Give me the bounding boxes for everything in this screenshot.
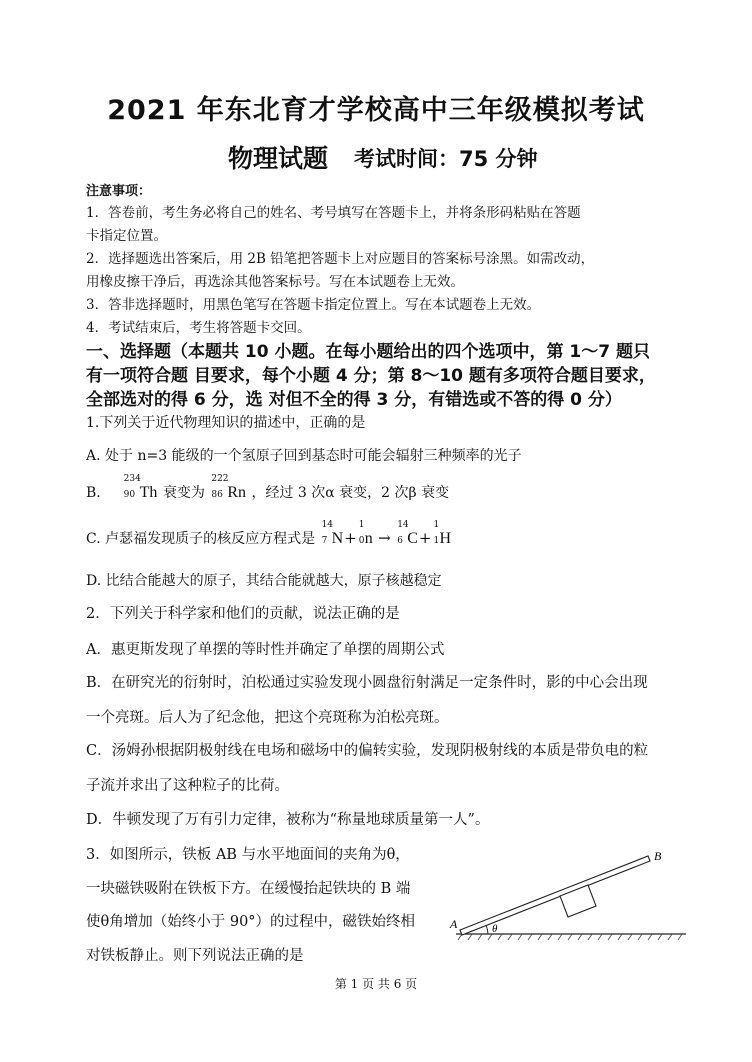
q3-stem-line: 3．如图所示，铁板 AB 与水平地面间的夹角为θ，	[86, 847, 410, 863]
exam-duration: 考试时间：75 分钟	[354, 147, 538, 171]
notice-line: 3．答非选择题时，用黑色笔写在答题卡指定位置上。写在本试题卷上无效。	[86, 297, 541, 313]
q1-option-a: A. 处于 n=3 能级的一个氢原子回到基态时可能会辐射三种频率的光子	[86, 448, 522, 464]
label-theta: θ	[492, 923, 498, 935]
q1-stem: 1.下列关于近代物理知识的描述中，正确的是	[86, 415, 366, 431]
q2-option-d: D．牛顿发现了万有引力定律，被称为“称量地球质量第一人”。	[86, 812, 490, 828]
section-heading-line: 一、选择题（本题共 10 小题。在每小题给出的四个选项中，第 1～7 题只	[86, 342, 650, 362]
nuclide-carbon: 14 6 C	[397, 520, 418, 547]
notice-line: 1．答卷前，考生务必将自己的姓名、考号填写在答题卡上，并将条形码粘贴在答题	[86, 205, 581, 221]
nuclide-thorium: 234 90 Th	[123, 474, 158, 501]
q2-option-c-cont: 子流并求出了这种粒子的比荷。	[86, 778, 289, 794]
notice-line: 2．选择题选出答案后，用 2B 铅笔把答题卡上对应题目的答案标号涂黑。如需改动，	[86, 251, 595, 267]
nuclide-neutron: 1 0 n	[358, 520, 373, 547]
label-b: B	[654, 849, 662, 863]
option-label: B.	[86, 485, 101, 501]
q2-option-b-cont: 一个亮斑。后人为了纪念他，把这个亮斑称为泊松亮斑。	[86, 710, 449, 726]
angle-arc	[486, 925, 488, 934]
label-a: A	[450, 917, 458, 931]
subject-title: 物理试题	[228, 144, 329, 173]
q1-option-c: C. 卢瑟福发现质子的核反应方程式是 14 7 N+ 1 0 n → 14 6 C+ 1 1 H	[86, 520, 452, 547]
notice-line: 4．考试结束后，考生将答题卡交回。	[86, 320, 311, 336]
q3-stem-line: 一块磁铁吸附在铁板下方。在缓慢抬起铁块的 B 端	[86, 881, 411, 897]
notice-heading: 注意事项：	[86, 184, 152, 199]
nuclide-radon: 222 86 Rn	[211, 474, 247, 501]
exam-title: 2021 年东北育才学校高中三年级模拟考试	[107, 95, 645, 126]
q2-option-c: C．汤姆孙根据阴极射线在电场和磁场中的偏转实验，发现阴极射线的本质是带负电的粒	[86, 743, 649, 759]
iron-plate	[460, 856, 650, 935]
q3-stem-line: 对铁板静止。则下列说法正确的是	[86, 948, 304, 964]
reaction-arrow: →	[378, 529, 391, 547]
notice-line: 卡指定位置。	[86, 228, 167, 244]
section-heading-line: 有一项符合题 目要求，每个小题 4 分；第 8～10 题有多项符合题目要求，	[86, 366, 656, 386]
page-footer: 第 1 页 共 6 页	[334, 977, 418, 991]
q2-stem: 2．下列关于科学家和他们的贡献，说法正确的是	[86, 606, 400, 622]
q1-option-d: D. 比结合能越大的原子，其结合能就越大，原子核越稳定	[86, 573, 442, 589]
q3-stem-line: 使θ角增加（始终小于 90°）的过程中，磁铁始终相	[86, 914, 416, 930]
q1-option-b: B. 234 90 Th 衰变为 222 86 Rn ，经过 3 次α 衰变，2 次β 衰变	[86, 474, 450, 501]
q2-option-a: A．惠更斯发现了单摆的等时性并确定了单摆的周期公式	[86, 642, 445, 658]
q2-option-b: B．在研究光的衍射时，泊松通过实验发现小圆盘衍射满足一定条件时，影的中心会出现	[86, 675, 648, 691]
q3-incline-figure	[448, 848, 688, 948]
notice-line: 用橡皮擦干净后，再选涂其他答案标号。写在本试题卷上无效。	[86, 274, 464, 290]
nuclide-nitrogen: 14 7 N	[321, 520, 344, 547]
section-heading-line: 全部选对的得 6 分，选 对但不全的得 3 分，有错选或不答的得 0 分）	[86, 390, 622, 410]
nuclide-hydrogen: 1 1 H	[433, 520, 452, 547]
